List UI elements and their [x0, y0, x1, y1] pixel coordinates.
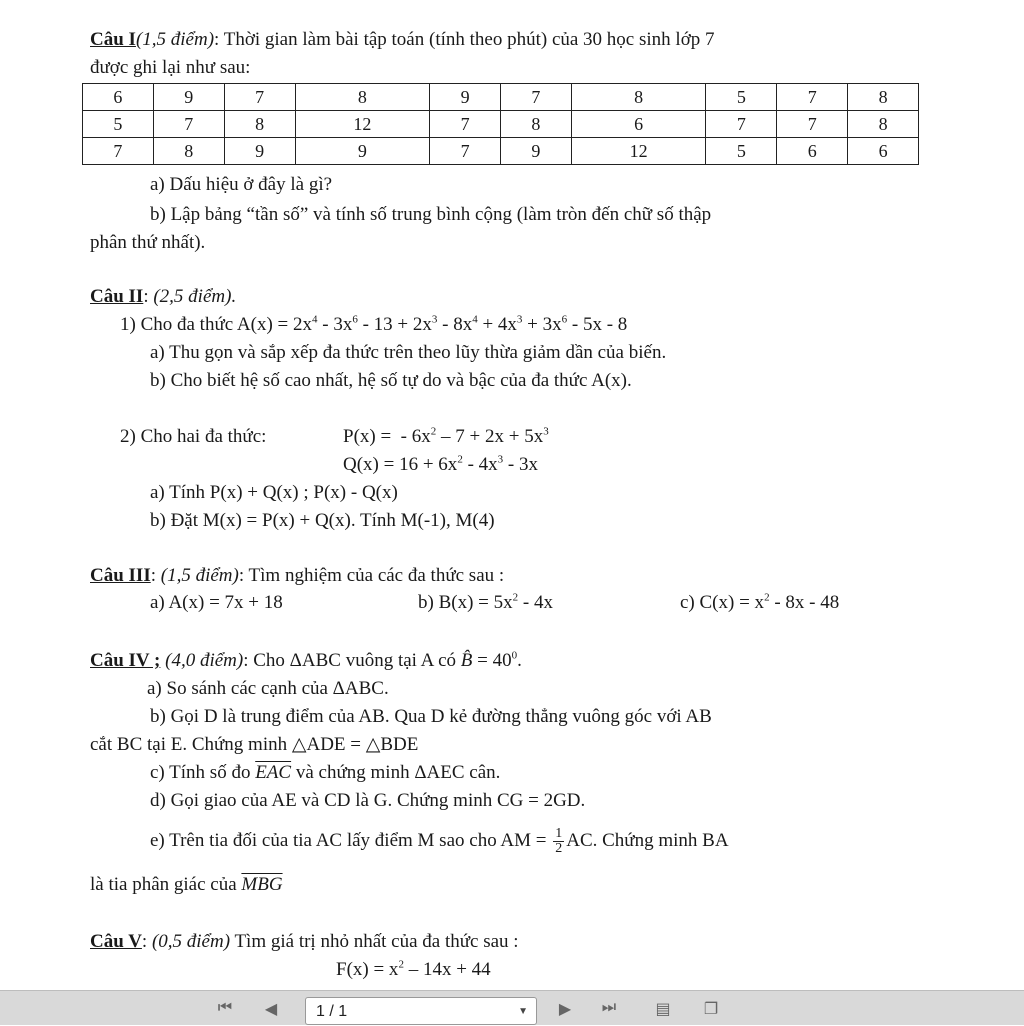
table-cell: 8 — [848, 84, 919, 111]
q4-c — [150, 761, 500, 785]
table-cell: 9 — [153, 84, 224, 111]
q3-label: Câu III — [90, 565, 151, 586]
q1-heading — [90, 28, 715, 52]
q1-text-cont: được ghi lại như sau: — [90, 57, 251, 78]
q3-text: : Tìm nghiệm của các đa thức sau : — [238, 565, 505, 586]
table-row — [83, 84, 919, 111]
page-number-value: 1 / 1 — [316, 1003, 348, 1020]
q3-c: c) $C(x) = x^2 - 8x - 48$ — [680, 591, 840, 613]
q2-p2-b: b) Đặt M(x) = P(x) + Q(x). Tính M(-1), M(4) — [150, 510, 495, 531]
q2-p2-a: a) Tính P(x) + Q(x) ; P(x) - Q(x) — [150, 482, 398, 503]
q5-polynomial: $F(x) = x^2 - 14x + 44$ — [336, 958, 491, 980]
table-cell: 7 — [777, 84, 848, 111]
q5-text: Tìm giá trị nhỏ nhất của đa thức sau : — [230, 931, 519, 952]
q4-b-cont: cắt BC tại E. Chứng minh △ADE = △BDE — [90, 734, 419, 755]
table-cell: 7 — [706, 111, 777, 138]
copy-icon[interactable]: ❐ — [703, 1001, 719, 1018]
q4-e-pre: e) Trên tia đối của tia AC lấy điểm M sao cho AM = — [150, 829, 547, 851]
table-cell: 7 — [430, 111, 501, 138]
q4-e-post: AC. Chứng minh BA — [566, 829, 729, 851]
table-cell: 7 — [500, 84, 571, 111]
q4-e2-pre: là tia phân giác của — [90, 874, 237, 895]
previous-page-icon[interactable]: ◀ — [264, 1001, 278, 1018]
table-cell: 12 — [571, 138, 706, 165]
q2-label: Câu II — [90, 286, 144, 307]
q4-label: Câu IV ; — [90, 650, 161, 671]
table-cell: 7 — [777, 111, 848, 138]
table-cell: 7 — [153, 111, 224, 138]
q3-points: (1,5 điểm) — [160, 565, 239, 586]
table-cell: 5 — [706, 84, 777, 111]
q5-heading: Câu V: (0,5 điểm) Tìm giá trị nhỏ nhất của đa thức sau : — [90, 931, 519, 952]
q1-part-a: a) Dấu hiệu ở đây là gì? — [150, 174, 333, 195]
q3-a: a) A(x) = 7x + 18 — [150, 592, 283, 613]
table-cell: 6 — [848, 138, 919, 165]
table-cell: 8 — [500, 111, 571, 138]
table-cell: 9 — [224, 138, 295, 165]
q2-p1-b: b) Cho biết hệ số cao nhất, hệ số tự do và bậc của đa thức A(x). — [150, 370, 632, 391]
q3-c-pre: c) C(x) = x — [680, 592, 765, 613]
q1-points: (1,5 điểm) — [135, 29, 215, 50]
q2-heading: Câu II: (2,5 điểm). — [90, 286, 237, 307]
q3-b-post: - 4x — [518, 592, 553, 613]
table-row — [83, 138, 919, 165]
table-cell: 7 — [83, 138, 154, 165]
q1-label: Câu I — [90, 29, 136, 50]
q3-b: b) $B(x) = 5x^2 - 4x$ — [418, 591, 553, 613]
q1-part-b-cont: phân thứ nhất). — [90, 232, 206, 253]
q3-heading: Câu III: (1,5 điểm): Tìm nghiệm của các đa thức sau : — [90, 565, 505, 586]
viewer-toolbar — [0, 990, 1024, 1025]
q4-e-cont — [90, 873, 283, 897]
table-row — [83, 111, 919, 138]
q4-e2-angle: $\overline{MBG}$ — [241, 874, 283, 895]
table-cell: 12 — [295, 111, 430, 138]
q2-p1-intro: 1) Cho đa thức A(x) = 2x — [120, 314, 312, 335]
table-cell: 9 — [295, 138, 430, 165]
q2-q-polynomial: $Q(x) = 16 + 6x^2 - 4x^3 - 3x$ — [343, 453, 538, 475]
q5-f-pre: F(x) = x — [336, 959, 399, 980]
q4-d: d) Gọi giao của AE và CD là G. Chứng minh CG = 2GD. — [150, 790, 586, 811]
q4-text: : Cho ΔABC vuông tại A có — [243, 650, 457, 671]
table-cell: 8 — [848, 111, 919, 138]
table-cell: 7 — [224, 84, 295, 111]
q5-label: Câu V — [90, 931, 142, 952]
q4-c-post: và chứng minh ΔAEC cân. — [295, 762, 501, 783]
table-cell: 6 — [571, 111, 706, 138]
q3-c-post: - 8x - 48 — [769, 592, 840, 613]
q1-text: : Thời gian làm bài tập toán (tính theo phút) của 30 học sinh lớp 7 — [214, 29, 715, 50]
q2-p2-intro: 2) Cho hai đa thức: — [120, 426, 267, 447]
first-page-icon[interactable]: ⏮ — [217, 999, 233, 1016]
q2-points: (2,5 điểm). — [153, 286, 237, 307]
fraction-one-half: $\frac{1}{2}$ — [555, 826, 563, 856]
data-table — [82, 83, 919, 165]
q1-part-b: b) Lập bảng “tần số” và tính số trung bình cộng (làm tròn đến chữ số thập — [150, 204, 712, 225]
q3-b-pre: b) B(x) = 5x — [418, 592, 513, 613]
q4-a: a) So sánh các cạnh của ΔABC. — [147, 678, 389, 699]
q4-heading: Câu IV ; (4,0 điểm): Cho ΔABC vuông tại A có B̂ = $40^0$. — [90, 649, 522, 671]
q4-e — [150, 827, 729, 856]
q2-p-polynomial: P(x) = - $6x^2 - 7 + 2x + 5x^3$ — [343, 425, 549, 447]
q2-p1-a: a) Thu gọn và sắp xếp đa thức trên theo lũy thừa giảm dần của biến. — [150, 342, 667, 363]
table-cell: 8 — [224, 111, 295, 138]
table-cell: 6 — [83, 84, 154, 111]
q2-p1-polynomial: 1) Cho đa thức $A(x) = 2x^4 - 3x^6 - 13 + 2x^3 - 8x^4 + 4x^3 + 3x^6 - 5x - 8$ — [120, 313, 628, 335]
table-cell: 8 — [571, 84, 706, 111]
q5-f-post: – 14x + 44 — [403, 959, 491, 980]
page-number-select[interactable] — [305, 997, 537, 1025]
q4-points: (4,0 điểm) — [165, 650, 244, 671]
table-cell: 7 — [430, 138, 501, 165]
last-page-icon[interactable]: ⏭ — [601, 999, 617, 1016]
chevron-down-icon: ▼ — [518, 1006, 528, 1017]
q4-b: b) Gọi D là trung điểm của AB. Qua D kẻ đường thẳng vuông góc với AB — [150, 706, 712, 727]
table-cell: 5 — [83, 111, 154, 138]
next-page-icon[interactable]: ▶ — [558, 1001, 572, 1018]
table-cell: 9 — [500, 138, 571, 165]
table-cell: 6 — [777, 138, 848, 165]
q4-c-pre: c) Tính số đo — [150, 762, 251, 783]
q4-c-angle: $\overline{EAC}$ — [255, 762, 292, 783]
table-cell: 9 — [430, 84, 501, 111]
table-cell: 8 — [295, 84, 430, 111]
table-cell: 8 — [153, 138, 224, 165]
q5-points: (0,5 điểm) — [151, 931, 231, 952]
table-cell: 5 — [706, 138, 777, 165]
print-icon[interactable]: ▤ — [655, 1001, 671, 1018]
